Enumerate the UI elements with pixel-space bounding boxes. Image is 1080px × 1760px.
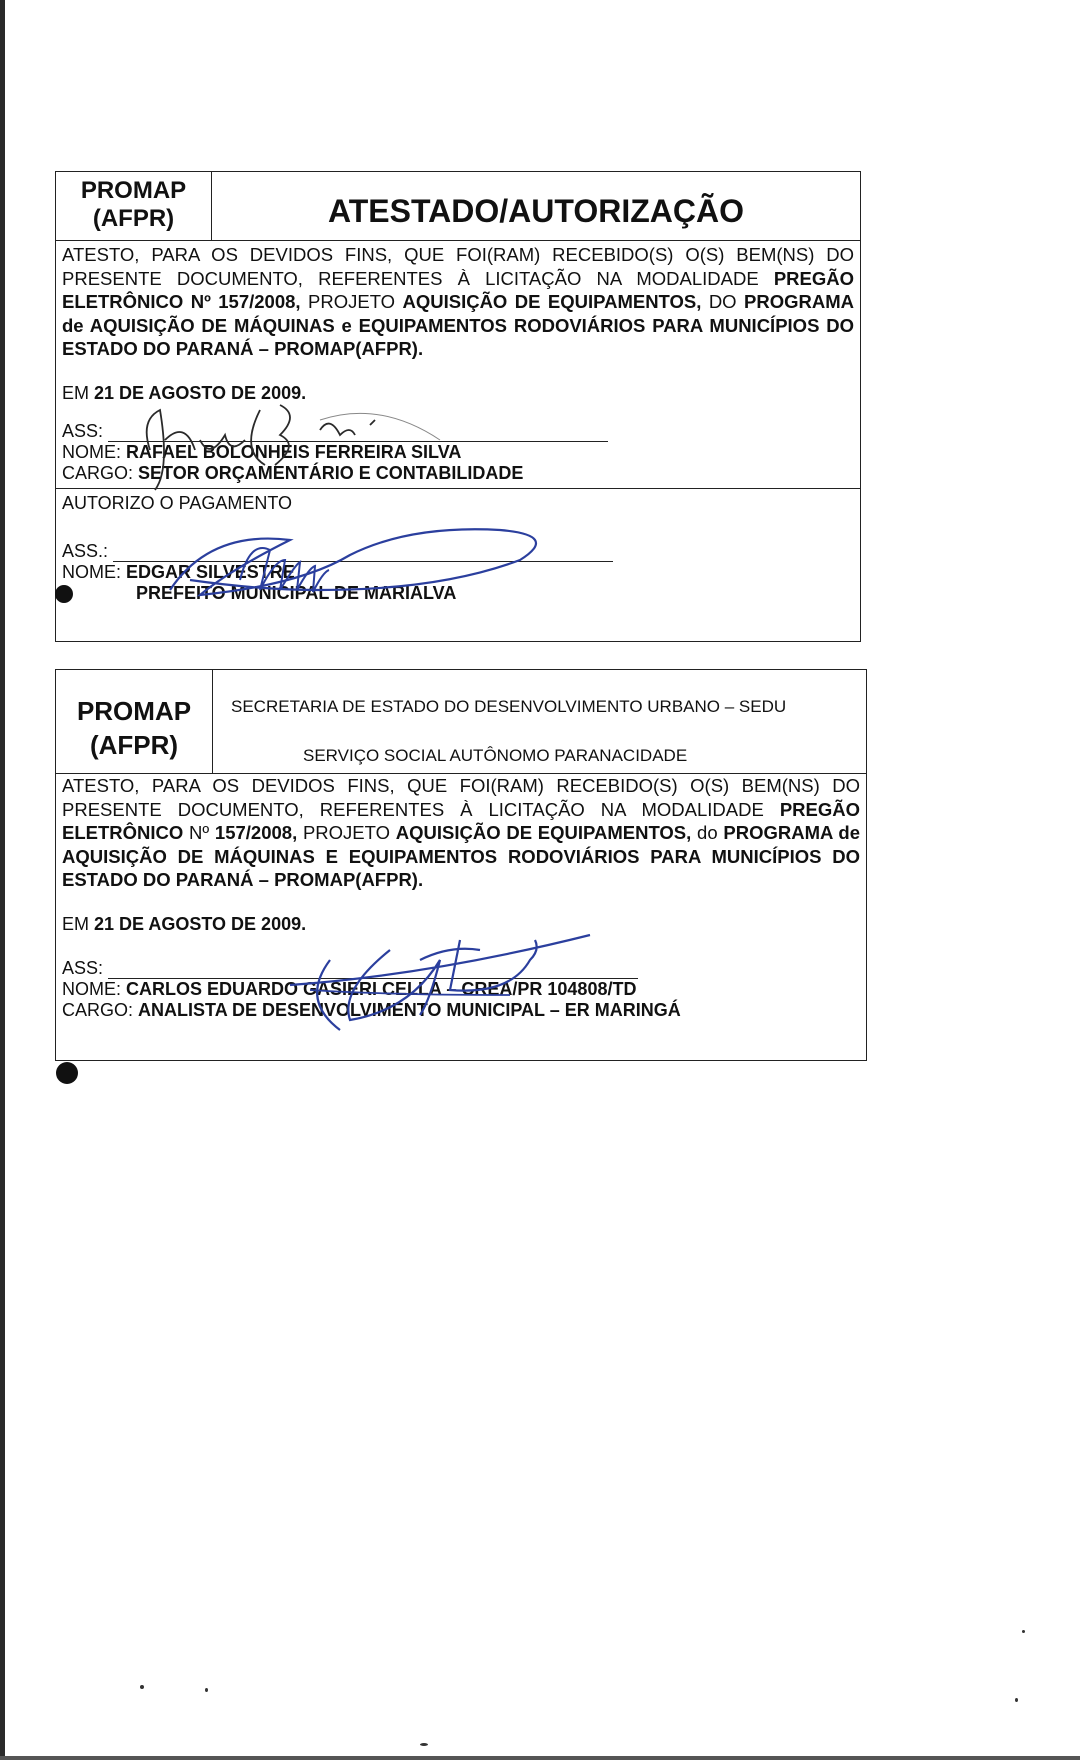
logo-line2: (AFPR) bbox=[89, 730, 179, 760]
promap-logo bbox=[56, 172, 212, 240]
date-row bbox=[56, 914, 866, 935]
date-label: EM bbox=[62, 382, 95, 403]
logo-line2: (AFPR) bbox=[92, 205, 175, 232]
cargo-label: CARGO: bbox=[62, 462, 134, 483]
cargo-row bbox=[56, 463, 860, 484]
attestation-text bbox=[56, 774, 866, 892]
date-row bbox=[56, 383, 860, 404]
cargo-label: CARGO: bbox=[62, 999, 134, 1020]
nome2-value: EDGAR SILVESTRE bbox=[126, 561, 295, 582]
autorizo-text: AUTORIZO O PAGAMENTO bbox=[62, 492, 293, 513]
institution-header bbox=[213, 670, 866, 773]
scan-speck bbox=[205, 1688, 208, 1692]
nome-row bbox=[56, 442, 860, 463]
ass2-label: ASS.: bbox=[62, 540, 109, 561]
nome-row bbox=[56, 979, 866, 1000]
page-title: ATESTADO/AUTORIZAÇÃO bbox=[328, 192, 744, 229]
scan-speck bbox=[420, 1743, 428, 1746]
cargo-value: ANALISTA DE DESENVOLVIMENTO MUNICIPAL – ER MARINGÁ bbox=[138, 999, 681, 1020]
nome2-label: NOME: bbox=[62, 561, 122, 582]
attestation-text bbox=[56, 241, 860, 361]
punch-hole-mark bbox=[56, 1062, 78, 1084]
text-part-bold: PROGRAMA de AQUISIÇÃO DE MÁQUINAS e EQUIPAMENTOS RODOVIÁRIOS PARA MUNICÍPIOS DO ESTADO DO PARANÁ – PROMAP(AFPR). bbox=[62, 291, 854, 359]
cargo-value: SETOR ORÇAMENTÁRIO E CONTABILIDADE bbox=[138, 462, 524, 483]
punch-hole-mark bbox=[55, 585, 73, 603]
text-part: Nº bbox=[183, 822, 215, 843]
signature-line-2 bbox=[113, 540, 613, 562]
ass2-row bbox=[56, 540, 860, 562]
scan-speck bbox=[1015, 1698, 1018, 1702]
date-value: 21 DE AGOSTO DE 2009. bbox=[94, 382, 307, 403]
scan-edge bbox=[0, 0, 5, 1760]
logo-line1: PROMAP bbox=[76, 696, 192, 726]
nome-value: RAFAEL BOLONHEIS FERREIRA SILVA bbox=[126, 441, 462, 462]
text-part-bold: 157/2008, bbox=[214, 822, 298, 843]
scan-speck bbox=[1022, 1630, 1025, 1633]
atestado-block-1 bbox=[55, 171, 861, 642]
ass-row bbox=[56, 420, 860, 442]
autorizo-row bbox=[56, 493, 860, 514]
nome2-row bbox=[56, 562, 860, 583]
block1-header bbox=[56, 172, 860, 241]
ass-label: ASS: bbox=[62, 420, 104, 441]
atestado-block-2 bbox=[55, 669, 867, 1061]
nome-label: NOME: bbox=[62, 441, 122, 462]
text-part-bold: AQUISIÇÃO DE EQUIPAMENTOS, bbox=[395, 822, 692, 843]
text-part: ATESTO, PARA OS DEVIDOS FINS, QUE FOI(RAM) RECEBIDO(S) O(S) BEM(NS) DO PRESENTE DOCUMENTO, REFERENTES À LICITAÇÃO NA MODALIDADE bbox=[62, 775, 860, 820]
promap-logo bbox=[56, 670, 213, 773]
prefeito-row bbox=[56, 583, 860, 604]
ass-row bbox=[56, 957, 866, 979]
date-label: EM bbox=[62, 913, 95, 934]
nome-value: CARLOS EDUARDO GASIERI CELLA – CREA/PR 104808/TD bbox=[126, 978, 637, 999]
text-part: DO bbox=[701, 291, 745, 312]
prefeito-title: PREFEITO MUNICIPAL DE MARIALVA bbox=[136, 582, 457, 603]
ass-label: ASS: bbox=[62, 957, 104, 978]
text-part: do bbox=[691, 822, 724, 843]
text-part: ATESTO, PARA OS DEVIDOS FINS, QUE FOI(RAM) RECEBIDO(S) O(S) BEM(NS) DO PRESENTE DOCUMENTO, REFERENTES À LICITAÇÃO NA MODALIDADE bbox=[62, 244, 854, 289]
nome-label: NOME: bbox=[62, 978, 122, 999]
text-part-bold: AQUISIÇÃO DE EQUIPAMENTOS, bbox=[402, 291, 702, 312]
text-part: PROJETO bbox=[297, 822, 396, 843]
scan-speck bbox=[140, 1685, 144, 1689]
scan-edge-bottom bbox=[0, 1756, 1080, 1760]
text-part: PROJETO bbox=[300, 291, 403, 312]
cargo-row bbox=[56, 1000, 866, 1021]
text-part-bold: PROGRAMA de AQUISIÇÃO DE MÁQUINAS E EQUIPAMENTOS RODOVIÁRIOS PARA MUNICÍPIOS DO ESTADO DO PARANÁ – PROMAP(AFPR). bbox=[62, 822, 860, 890]
servico-name: SERVIÇO SOCIAL AUTÔNOMO PARANACIDADE bbox=[303, 746, 688, 765]
block2-header bbox=[56, 670, 866, 774]
text-part-bold: PREGÃO ELETRÔNICO bbox=[62, 798, 860, 843]
logo-line1: PROMAP bbox=[80, 177, 187, 204]
signature-line bbox=[108, 420, 608, 442]
date-value: 21 DE AGOSTO DE 2009. bbox=[94, 913, 307, 934]
text-part-bold: PREGÃO ELETRÔNICO Nº 157/2008, bbox=[62, 267, 854, 312]
secretaria-name: SECRETARIA DE ESTADO DO DESENVOLVIMENTO URBANO – SEDU bbox=[231, 697, 787, 716]
signature-line bbox=[108, 957, 638, 979]
